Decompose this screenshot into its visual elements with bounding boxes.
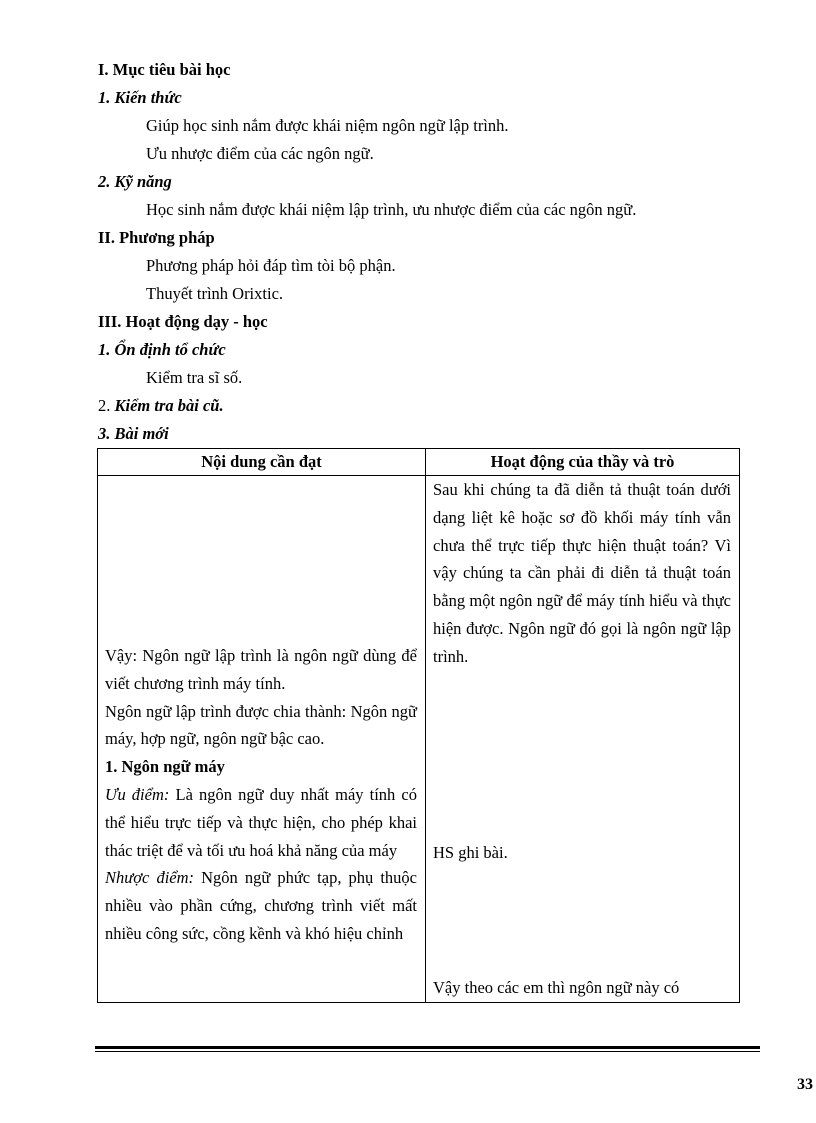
disadvantages-text: Ngôn ngữ phức tạp, phụ thuộc nhiều vào phần cứng, chương trình viết mất nhiều công sức, cồng kềnh và khó hiệu chỉnh <box>105 868 417 943</box>
disadvantages-label: Nhược điểm: <box>105 868 195 888</box>
content-spacer <box>98 476 425 642</box>
footer-rule-thin <box>95 1051 760 1052</box>
activity-spacer-1 <box>426 671 739 839</box>
old-lesson-number: 2. <box>98 396 115 415</box>
lesson-table <box>97 448 740 1003</box>
subsection-title-organization: 1. Ổn định tổ chức <box>98 340 226 359</box>
activity-cell <box>426 476 740 1003</box>
activity-spacer-2 <box>426 866 739 974</box>
activity-student-note: HS ghi bài. <box>433 842 508 862</box>
footer-rule-thick <box>95 1046 760 1049</box>
skills-line-1: Học sinh nắm được khái niệm lập trình, ưu nhược điểm của các ngôn ngữ. <box>146 200 637 219</box>
advantages-text: Là ngôn ngữ duy nhất máy tính có thể hiểu trực tiếp và thực hiện, cho phép khai thác triệt để và tối ưu hoá khả năng của máy <box>105 784 418 860</box>
content-disadvantages <box>98 864 425 947</box>
section-title-methods: II. Phương pháp <box>98 228 215 247</box>
methods-line-2: Thuyết trình Orixtic. <box>146 284 284 303</box>
subsection-title-new-lesson: 3. Bài mới <box>98 424 169 443</box>
subsection-title-skills: 2. Kỹ năng <box>98 172 172 191</box>
section-title-activities: III. Hoạt động dạy - học <box>98 312 268 331</box>
knowledge-line-2: Ưu nhược điểm của các ngôn ngữ. <box>146 144 374 163</box>
page-number: 33 <box>797 1076 813 1093</box>
organization-line-1: Kiểm tra sĩ số. <box>146 368 243 387</box>
subsection-title-knowledge: 1. Kiến thức <box>98 88 182 107</box>
activity-question: Vậy theo các em thì ngôn ngữ này có <box>433 978 680 998</box>
header-content-column: Nội dung cần đạt <box>98 449 426 476</box>
old-lesson-label: Kiểm tra bài cũ. <box>114 396 224 415</box>
knowledge-line-1: Giúp học sinh nắm được khái niệm ngôn ngữ lập trình. <box>146 116 509 135</box>
content-heading-machine-language: 1. Ngôn ngữ máy <box>105 757 225 777</box>
activity-intro: Sau khi chúng ta đã diễn tả thuật toán dưới dạng liệt kê hoặc sơ đồ khối máy tính vẫn chưa thể trực tiếp thực hiện thuật toán? Vì vậy chúng ta cần phải đi diễn tả thuật toán bằng một ngôn ngữ để máy tính hiểu và thực hiện được. Ngôn ngữ đó gọi là ngôn ngữ lập trình. <box>433 480 731 666</box>
advantages-label: Ưu điểm: <box>105 784 170 804</box>
subsection-title-old-lesson <box>98 396 224 416</box>
content-definition: Vậy: Ngôn ngữ lập trình là ngôn ngữ dùng để viết chương trình máy tính. <box>105 646 417 693</box>
content-classification: Ngôn ngữ lập trình được chia thành: Ngôn ngữ máy, hợp ngữ, ngôn ngữ bậc cao. <box>105 701 417 749</box>
content-cell <box>98 476 426 1003</box>
table-header-row <box>98 449 740 476</box>
content-advantages <box>98 781 425 864</box>
table-row <box>98 476 740 1003</box>
section-title-objectives: I. Mục tiêu bài học <box>98 60 231 79</box>
header-activity-column: Hoạt động của thầy và trò <box>426 449 740 476</box>
methods-line-1: Phương pháp hỏi đáp tìm tòi bộ phận. <box>146 256 396 275</box>
